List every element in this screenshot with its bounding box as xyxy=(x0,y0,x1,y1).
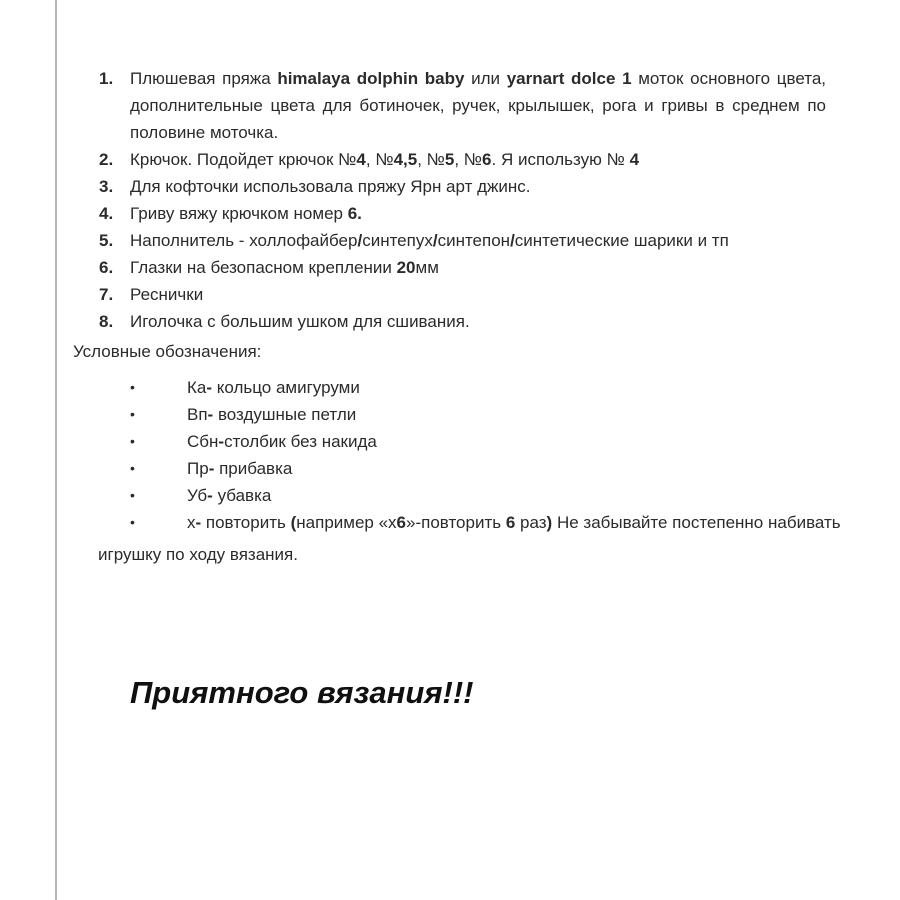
legend-heading: Условные обозначения: xyxy=(73,342,262,361)
bold-text-segment: - xyxy=(195,513,202,532)
materials-list-item xyxy=(99,281,826,308)
bold-text-segment: ( xyxy=(290,513,297,532)
text-segment: х xyxy=(187,513,196,532)
list-item-number: 6. xyxy=(99,258,114,277)
text-segment: Не забывайте постепенно набивать xyxy=(552,513,841,532)
text-segment: Реснички xyxy=(130,285,204,304)
legend-list-item xyxy=(0,401,900,428)
list-item-text xyxy=(130,204,362,223)
materials-list-item xyxy=(99,254,826,281)
legend-item-text xyxy=(187,513,841,532)
text-segment: столбик без накида xyxy=(224,432,377,451)
bold-text-segment: / xyxy=(357,231,363,250)
bullet-icon: • xyxy=(130,460,135,476)
bullet-icon: • xyxy=(130,379,135,395)
text-segment: Наполнитель - холлофайбер xyxy=(130,231,358,250)
legend-item-text xyxy=(187,378,360,397)
list-item-number: 7. xyxy=(99,285,114,304)
bold-text-segment: - xyxy=(206,378,213,397)
text-segment: Для кофточки использовала пряжу Ярн арт джинс. xyxy=(130,177,531,196)
bold-text-segment: 20 xyxy=(396,258,416,277)
materials-list-item xyxy=(99,200,826,227)
text-segment: синтетические шарики и тп xyxy=(514,231,729,250)
bold-text-segment: / xyxy=(510,231,515,250)
bold-text-segment: 6. xyxy=(347,204,362,223)
legend-list-item xyxy=(0,509,900,536)
materials-list-item xyxy=(99,227,826,254)
bold-text-segment: - xyxy=(208,459,215,478)
text-segment: убавка xyxy=(212,486,272,505)
bullet-icon: • xyxy=(130,514,135,530)
bold-text-segment: / xyxy=(432,231,438,250)
text-segment: мм xyxy=(415,258,439,277)
list-item-text xyxy=(130,69,826,142)
legend-item-text xyxy=(187,486,271,505)
bold-text-segment: ) xyxy=(546,513,553,532)
materials-list-item xyxy=(99,146,826,173)
text-segment: Уб xyxy=(187,486,208,505)
legend-list xyxy=(0,374,900,536)
materials-list-item xyxy=(99,65,826,146)
legend-list-item xyxy=(0,455,900,482)
text-segment: Сбн xyxy=(187,432,219,451)
bold-text-segment: 6 xyxy=(396,513,407,532)
text-segment: Ка xyxy=(187,378,207,397)
bold-text-segment: himalaya dolphin baby xyxy=(277,69,465,88)
legend-item-text xyxy=(187,432,377,451)
bold-text-segment: 6 xyxy=(505,513,516,532)
list-item-number: 4. xyxy=(99,204,114,223)
legend-item-text xyxy=(187,459,292,478)
bold-text-segment: 4,5 xyxy=(393,150,418,169)
text-segment: воздушные петли xyxy=(213,405,357,424)
text-segment: синтепон xyxy=(437,231,511,250)
list-item-text xyxy=(130,312,470,331)
bold-text-segment: - xyxy=(207,405,214,424)
bold-text-segment: 4 xyxy=(629,150,640,169)
list-item-number: 3. xyxy=(99,177,114,196)
text-segment: , № xyxy=(417,150,445,169)
legend-list-item xyxy=(0,482,900,509)
bold-text-segment: 4 xyxy=(356,150,366,169)
text-segment: , № xyxy=(365,150,394,169)
text-segment: Гриву вяжу крючком номер xyxy=(130,204,348,223)
bold-text-segment: - xyxy=(207,486,213,505)
legend-item-text xyxy=(187,405,356,424)
text-segment: повторить xyxy=(201,513,291,532)
bullet-icon: • xyxy=(130,433,135,449)
text-segment: Иголочка с большим ушком для сшивания. xyxy=(130,312,470,331)
list-item-number: 8. xyxy=(99,312,114,331)
list-item-text xyxy=(130,177,531,196)
text-segment: раз xyxy=(515,513,547,532)
list-item-text xyxy=(130,258,439,277)
list-item-number: 5. xyxy=(99,231,114,250)
text-segment: Вп xyxy=(187,405,208,424)
materials-list xyxy=(0,0,900,335)
list-item-number: 2. xyxy=(99,150,114,169)
list-item-text xyxy=(130,285,203,304)
list-item-number: 1. xyxy=(99,69,114,88)
text-segment: Пр xyxy=(187,459,209,478)
legend-list-item xyxy=(0,374,900,401)
bold-text-segment: - xyxy=(218,432,225,451)
text-segment: . Я использую № xyxy=(491,150,630,169)
bullet-icon: • xyxy=(130,406,135,422)
text-segment: синтепух xyxy=(362,231,433,250)
text-segment: моток основного цвета, дополнительные цвета для ботиночек, ручек, крылышек, рога и гривы в среднем по половине моточка. xyxy=(130,69,826,142)
legend-continuation: игрушку по ходу вязания. xyxy=(98,545,298,564)
bold-text-segment: 5 xyxy=(444,150,455,169)
legend-list-item xyxy=(0,428,900,455)
text-segment: Крючок. Подойдет крючок № xyxy=(130,150,357,169)
materials-list-item xyxy=(99,308,826,335)
materials-list-item xyxy=(99,173,826,200)
text-segment: Плюшевая пряжа xyxy=(130,69,278,88)
bullet-icon: • xyxy=(130,487,135,503)
text-segment: »-повторить xyxy=(406,513,506,532)
bold-text-segment: 6 xyxy=(482,150,492,169)
list-item-text xyxy=(130,150,639,169)
list-item-text xyxy=(130,231,729,250)
closing-message: Приятного вязания!!! xyxy=(130,675,474,710)
text-segment: или xyxy=(464,69,507,88)
text-segment: прибавка xyxy=(214,459,293,478)
bold-text-segment: yarnart dolce 1 xyxy=(506,69,632,88)
text-segment: Глазки на безопасном креплении xyxy=(130,258,397,277)
text-segment: например «х xyxy=(296,513,397,532)
text-segment: кольцо амигуруми xyxy=(212,378,360,397)
text-segment: , № xyxy=(454,150,483,169)
